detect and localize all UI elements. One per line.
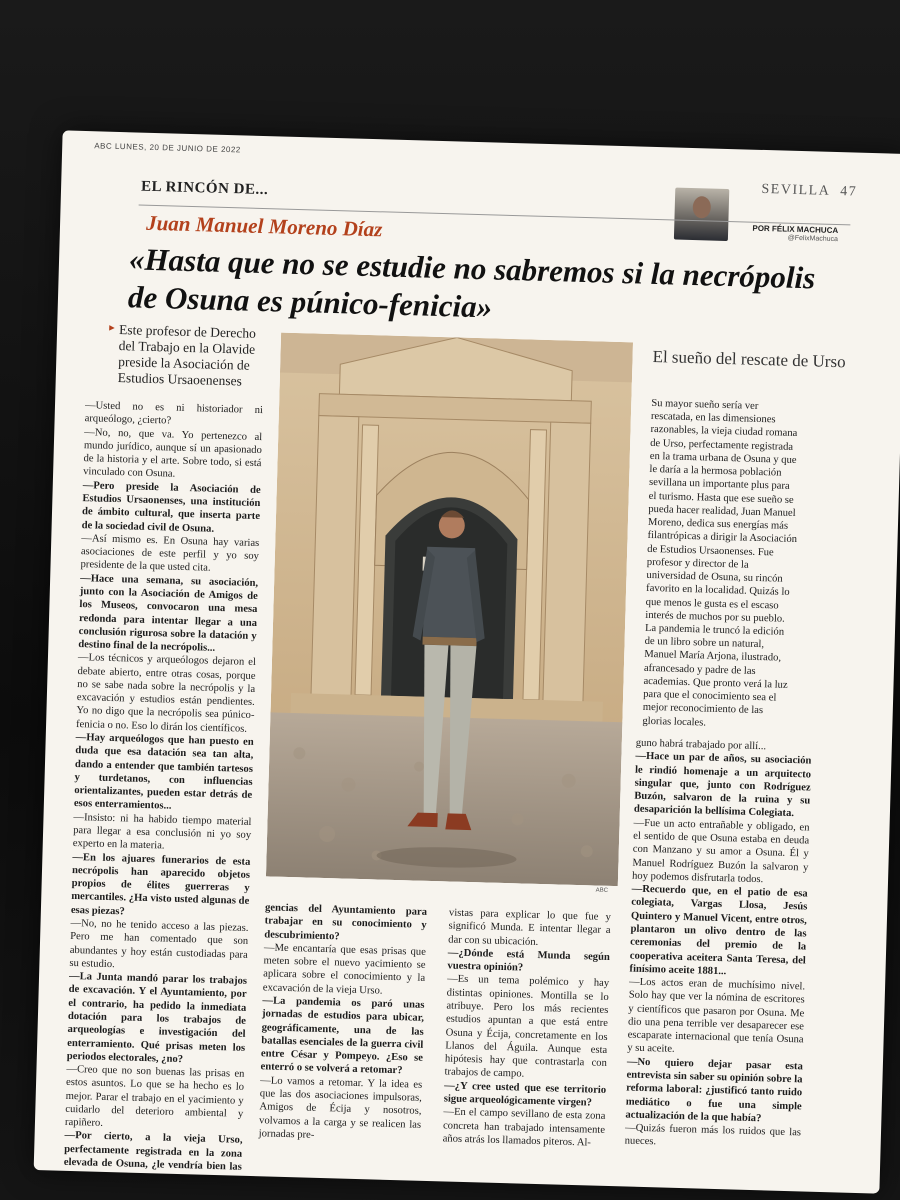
interview-answer: guno habrá trabajado por allí... xyxy=(635,737,767,753)
interview-answer: —Lo vamos a retomar. Y la idea es que las dos asociaciones impulsoras, Amigos de Écija y nosotros, volvamos a la carga y se realicen las jornadas pre- xyxy=(258,1074,423,1141)
interview-question: —Pero preside la Asociación de Estudios Ursaonenses, una institución de ámbito cultural, que inserta parte de la sociedad civil de Osuna. xyxy=(81,479,261,535)
interview-answer: —Los actos eran de muchísimo nivel. Solo hay que ver la nómina de escritores y científicos que pasaron por Osuna. Me dio una pena terrible ver desaparecer ese escaparate internacional que tenía Osuna y su aceite. xyxy=(627,976,806,1056)
sidebar-text: Su mayor sueño sería ver rescatada, en las dimensiones razonables, la vieja ciudad romana de Urso, perfectamente registrada en la trama urbana de Osuna y que le daría a la hermosa población sevillana un importante plus para el turismo. Hasta que ese sueño se pueda hacer realidad, Juan Manuel Moreno, dedica sus energías más filantrópicas a dirigir la Asociación de Estudios Ursaonenses. Fue profesor y director de la universidad de Osuna, su rincón favorito en la localidad. Quizás lo que menos le gusta es el escaso interés de muchos por su pueblo. La pandemia le truncó la edición de un libro sobre un natural, Manuel María Arjona, ilustrado, afrancesado y padre de las academias. Que pronto verá la luz para que el conocimiento sea el mejor reconocimiento de las glorias locales. xyxy=(642,397,798,729)
section-label: SEVILLA xyxy=(761,181,831,199)
article-column-3 xyxy=(442,906,611,1149)
article-column-2 xyxy=(259,901,428,1144)
interview-question: —No quiero dejar pasar esta entrevista sin saber su opinión sobre la reforma laboral: ¿justificó tanto ruido mediático o fue una simple actualización de la que había? xyxy=(625,1056,803,1125)
interview-answer: —Quizás fueron más los ruidos que las nueces. xyxy=(624,1122,802,1148)
author-handle: @FelixMachuca xyxy=(787,234,839,244)
interview-answer: —Creo que no son buenas las prisas en estos asuntos. Lo que se ha hecho es lo mejor. Parar el trabajo en el yacimiento y cuidarlo del deterioro ambiental y rapiñero. xyxy=(64,1063,245,1130)
interview-answer: vistas para explicar lo que fue y significó Munda. E intentar llegar a dar con su ubicación. xyxy=(448,907,612,948)
interview-answer: —Me encantaría que esas prisas que meten sobre el nuevo yacimiento se aplicara sobre el conocimiento y la excavación de la vieja Urso. xyxy=(262,942,427,997)
headline: «Hasta que no se estudie no sabremos si la necrópolis de Osuna es púnico-fenicia» xyxy=(127,241,816,325)
column-title: EL RINCÓN DE... xyxy=(140,178,269,199)
tablet-screen[interactable] xyxy=(34,130,900,1193)
interviewee-name: Juan Manuel Moreno Díaz xyxy=(145,210,383,242)
interview-answer: —Así mismo es. En Osuna hay varias asociaciones de este perfil y yo soy presidente de la que usted cita. xyxy=(80,532,260,575)
interview-answer: —Es un tema polémico y hay distintas opiniones. Montilla se lo atribuye. Pero los más recientes estudios apuntan a que está entre Osuna y Écija, concretamente en los Llanos del Águila. Aunque esta hipótesis hay que contrastarla con trabajos de campo. xyxy=(444,973,610,1081)
page-number: 47 xyxy=(840,184,858,200)
lede: ▸ Este profesor de Derecho del Trabajo en la Olavide preside la Asociación de Estudios Ursaoenenses xyxy=(118,322,270,390)
photo-credit: ABC xyxy=(595,887,609,894)
interview-answer: —Insisto: ni ha habido tiempo material para llegar a esa conclusión ni yo soy experto en la materia. xyxy=(72,811,252,852)
interview-photo xyxy=(266,333,633,887)
article-column-4 xyxy=(624,737,811,1153)
interview-answer: —Los técnicos y arqueólogos dejaron el debate abierto, entre otras cosas, porque no se sabe nada sobre la necrópolis y la excavación y estudios están pendientes. Yo no digo que la necrópolis sea púnico-fenicia o no. Eso lo dirán los científicos. xyxy=(75,652,257,735)
interview-question: —La pandemia os paró unas jornadas de estudios para ubicar, geográficamente, una de las batallas esenciales de la guerra civil entre César y Pompeyo. ¿Eso se enterró o se volverá a retomar? xyxy=(260,995,425,1077)
interview-answer: —En el campo sevillano de esta zona concreta han trabajado intensamente años atrás los llamados piteros. Al- xyxy=(442,1106,606,1149)
interview-question: —Por cierto, a la vieja Urso, perfectamente registrada en la zona elevada de Osuna, ¿le vendría bien las ur- xyxy=(63,1130,243,1182)
interview-question: —Hace un par de años, su asociación le rindió homenaje a un arquitecto singular que, junto con Rodríguez Buzón, salvaron de la ruina y su desaparición la bellísima Colegiata. xyxy=(633,750,812,820)
interview-question: —¿Dónde está Munda según vuestra opinión? xyxy=(447,947,610,974)
interview-question: —Recuerdo que, en el patio de esa colegiata, Vargas Llosa, Jesús Quintero y Manuel Vicent, entre otros, plantaron un olivo dentro de las ceremonias del premio de la cooperativa aceitera Santa Teresa, del finísimo aceite 1881... xyxy=(629,883,808,978)
interview-question: gencias del Ayuntamiento para trabajar en su conocimiento y descubrimiento? xyxy=(264,902,428,942)
interview-question: —¿Y cree usted que ese territorio sigue arqueológicamente virgen? xyxy=(443,1080,607,1109)
sidebar-title: El sueño del rescate de Urso xyxy=(652,346,846,372)
interview-answer: —No, no, que va. Yo pertenezco al mundo jurídico, aunque sí un apasionado de la historia y el arte. Sobre todo, si está vinculado con Osuna. xyxy=(83,426,263,481)
interview-answer: —Usted no es ni historiador ni arqueólogo, ¿cierto? xyxy=(84,400,264,427)
interview-question: —Hay arqueólogos que han puesto en duda que esa datación sea tan alta, dando a entender que también tartesos y turdetanos, con influencias orientalizantes, pueden estar detrás de esos enterramientos... xyxy=(73,732,254,813)
newspaper-topline: ABC LUNES, 20 DE JUNIO DE 2022 xyxy=(94,141,241,155)
author-box xyxy=(686,188,847,242)
interview-question: —Hace una semana, su asociación, junto con la Asociación de Amigos de los Museos, convocaron una mesa redonda para intentar llegar a una conclusión rigurosa sobre la datación y destino final de la necrópolis... xyxy=(78,572,259,654)
interview-answer: —Fue un acto entrañable y obligado, en el sentido de que Osuna estaba en deuda con Manzano y su amor a Osuna. Él y Manuel Rodríguez Buzón la salvaron y hoy podemos disfrutarla todos. xyxy=(631,817,810,886)
photo-illustration xyxy=(266,333,633,887)
interview-question: —En los ajuares funerarios de esta necrópolis han aparecido objetos propios de élites guerreras y mercantiles. ¿Ha visto usted algunas de esas piezas? xyxy=(70,851,251,918)
author-photo xyxy=(674,188,729,241)
article-column-1 xyxy=(63,399,263,1187)
interview-answer: —No, no he tenido acceso a las piezas. Pero me han comentado que son abundantes y hoy están custodiadas para su estudio. xyxy=(69,917,249,970)
interview-question: —La Junta mandó parar los trabajos de excavación. Y el Ayuntamiento, por el contrario, ha pedido la inmediata dotación para los trabajos de arqueologías e investigación del enterramiento. Qué prisas meten los periodos electorales, ¿no? xyxy=(66,970,248,1065)
byline: POR FÉLIX MACHUCA xyxy=(752,223,839,236)
